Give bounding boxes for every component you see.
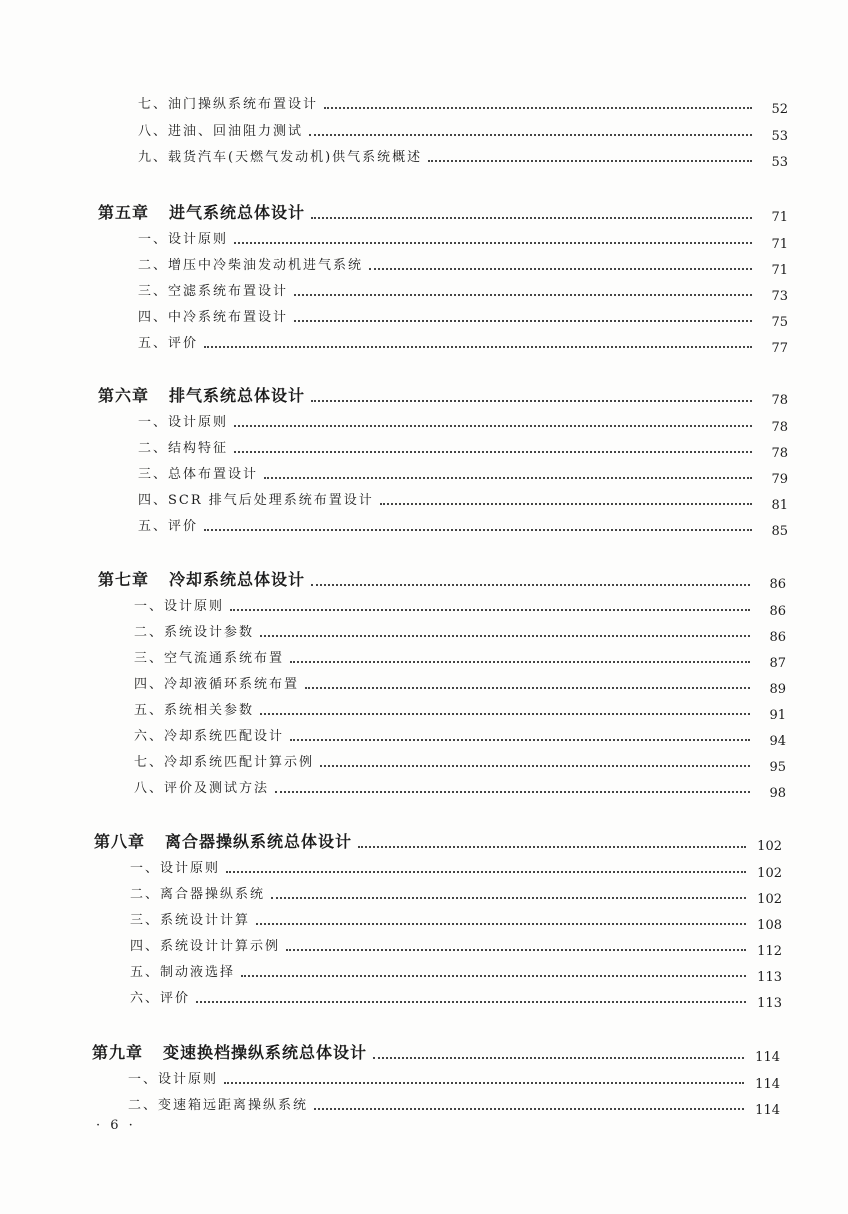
section-title: 四、冷却液循环系统布置: [134, 677, 300, 692]
chapter-heading: [98, 203, 311, 223]
section-title: 二、增压中冷柴油发动机进气系统: [138, 258, 364, 273]
section-title: 三、空滤系统布置设计: [138, 284, 289, 299]
toc-section-entry: [134, 677, 786, 697]
section-title: 一、设计原则: [134, 599, 225, 614]
chapter-title: 冷却系统总体设计: [169, 570, 306, 589]
page-number: 102: [757, 839, 782, 854]
section-title: 八、进油、回油阻力测试: [138, 124, 304, 139]
section-title: 四、SCR 排气后处理系统布置设计: [138, 493, 374, 508]
dot-leader: [320, 765, 750, 767]
dot-leader: [311, 584, 750, 586]
dot-leader: [256, 923, 746, 925]
toc-section-entry: [130, 965, 782, 985]
page-number: 94: [769, 734, 786, 749]
dot-leader: [358, 846, 746, 848]
toc-section-entry: [134, 703, 786, 723]
toc-section-entry: [130, 913, 782, 933]
chapter-title: 进气系统总体设计: [169, 203, 306, 222]
page-number: 52: [771, 102, 788, 117]
section-title: 四、中冷系统布置设计: [138, 310, 289, 325]
dot-leader: [294, 294, 752, 296]
section-title: 一、设计原则: [130, 861, 221, 876]
dot-leader: [260, 635, 750, 637]
dot-leader: [234, 425, 752, 427]
toc-section-entry: [138, 232, 788, 252]
page-number: 73: [771, 289, 788, 304]
dot-leader: [305, 687, 750, 689]
section-title: 二、离合器操纵系统: [130, 887, 266, 902]
section-title: 三、总体布置设计: [138, 467, 259, 482]
section-title: 一、设计原则: [128, 1072, 219, 1087]
toc-section-entry: [138, 336, 788, 356]
toc-section-entry: [130, 861, 782, 881]
page-number: 85: [771, 524, 788, 539]
section-title: 二、变速箱远距离操纵系统: [128, 1098, 309, 1113]
page-number: 86: [769, 630, 786, 645]
page-number: 78: [771, 446, 788, 461]
toc-section-entry: [138, 415, 788, 435]
toc-section-entry: [134, 599, 786, 619]
toc-section-entry: [130, 887, 782, 907]
dot-leader: [234, 451, 752, 453]
dot-leader: [196, 1001, 746, 1003]
chapter-title: 变速换档操纵系统总体设计: [163, 1043, 368, 1062]
page-number: 79: [771, 472, 788, 487]
page-number: 95: [769, 760, 786, 775]
toc-section-entry: [138, 467, 788, 487]
page-number: 78: [771, 393, 788, 408]
toc-section-entry: [138, 493, 788, 513]
page-number: 78: [771, 420, 788, 435]
section-title: 一、设计原则: [138, 232, 229, 247]
section-title: 六、冷却系统匹配设计: [134, 729, 285, 744]
toc-section-entry: [134, 729, 786, 749]
section-title: 九、载货汽车(天燃气发动机)供气系统概述: [138, 150, 423, 165]
dot-leader: [204, 346, 752, 348]
toc-chapter-entry: [92, 1043, 780, 1063]
chapter-number: 第七章: [98, 570, 150, 589]
toc-section-entry: [138, 310, 788, 330]
chapter-heading: [98, 570, 311, 590]
page-number: 89: [769, 682, 786, 697]
toc-section-entry: [134, 781, 786, 801]
toc-section-entry: [138, 258, 788, 278]
toc-chapter-entry: [98, 203, 788, 223]
toc-section-entry: [138, 284, 788, 304]
section-title: 七、油门操纵系统布置设计: [138, 97, 319, 112]
dot-leader: [309, 134, 752, 136]
section-title: 八、评价及测试方法: [134, 781, 270, 796]
page-number: 113: [757, 970, 782, 985]
dot-leader: [230, 609, 750, 611]
page-number: 114: [755, 1103, 780, 1118]
page-number: 53: [771, 129, 788, 144]
chapter-heading: [98, 386, 311, 406]
dot-leader: [275, 791, 750, 793]
section-title: 三、系统设计计算: [130, 913, 251, 928]
page-number: 102: [757, 866, 782, 881]
dot-leader: [369, 268, 752, 270]
page-number: 112: [757, 944, 782, 959]
dot-leader: [311, 217, 752, 219]
dot-leader: [271, 897, 746, 899]
page-number: 91: [769, 708, 786, 723]
page-number: 71: [771, 210, 788, 225]
dot-leader: [290, 661, 750, 663]
section-title: 五、评价: [138, 519, 199, 534]
section-title: 六、评价: [130, 991, 191, 1006]
chapter-heading: [92, 1043, 373, 1063]
dot-leader: [286, 949, 746, 951]
page-number: 87: [769, 656, 786, 671]
toc-section-entry: [138, 97, 788, 117]
dot-leader: [264, 477, 752, 479]
toc-section-entry: [130, 991, 782, 1011]
page-number: 98: [769, 786, 786, 801]
chapter-number: 第八章: [94, 832, 146, 851]
section-title: 五、系统相关参数: [134, 703, 255, 718]
toc-chapter-entry: [98, 386, 788, 406]
toc-section-entry: [128, 1072, 780, 1092]
page-number: 86: [769, 604, 786, 619]
dot-leader: [226, 871, 746, 873]
page-number: 114: [755, 1050, 780, 1065]
dot-leader: [234, 242, 752, 244]
page-number: 114: [755, 1077, 780, 1092]
section-title: 二、系统设计参数: [134, 625, 255, 640]
page-number: 102: [757, 892, 782, 907]
dot-leader: [428, 160, 752, 162]
dot-leader: [324, 107, 752, 109]
dot-leader: [204, 529, 752, 531]
chapter-number: 第六章: [98, 386, 150, 405]
dot-leader: [290, 739, 750, 741]
dot-leader: [311, 400, 752, 402]
dot-leader: [380, 503, 752, 505]
toc-section-entry: [138, 150, 788, 170]
toc-chapter-entry: [98, 570, 786, 590]
page-number: 108: [757, 918, 782, 933]
section-title: 五、制动液选择: [130, 965, 236, 980]
chapter-title: 排气系统总体设计: [169, 386, 306, 405]
chapter-heading: [94, 832, 358, 852]
dot-leader: [260, 713, 750, 715]
dot-leader: [241, 975, 746, 977]
page-number: 71: [771, 237, 788, 252]
dot-leader: [314, 1108, 744, 1110]
section-title: 一、设计原则: [138, 415, 229, 430]
toc-chapter-entry: [94, 832, 782, 852]
page-number-footer: · 6 ·: [96, 1118, 136, 1133]
section-title: 四、系统设计计算示例: [130, 939, 281, 954]
section-title: 五、评价: [138, 336, 199, 351]
chapter-title: 离合器操纵系统总体设计: [165, 832, 353, 851]
toc-section-entry: [128, 1098, 780, 1118]
page-number: 75: [771, 315, 788, 330]
page-number: 86: [769, 577, 786, 592]
page-number: 77: [771, 341, 788, 356]
toc-section-entry: [130, 939, 782, 959]
section-title: 二、结构特征: [138, 441, 229, 456]
dot-leader: [373, 1057, 744, 1059]
toc-section-entry: [138, 519, 788, 539]
toc-section-entry: [134, 755, 786, 775]
chapter-number: 第九章: [92, 1043, 144, 1062]
page-number: 71: [771, 263, 788, 278]
page-number: 81: [771, 498, 788, 513]
toc-section-entry: [134, 625, 786, 645]
page-number: 53: [771, 155, 788, 170]
toc-section-entry: [138, 441, 788, 461]
toc-section-entry: [134, 651, 786, 671]
toc-section-entry: [138, 124, 788, 144]
section-title: 三、空气流通系统布置: [134, 651, 285, 666]
dot-leader: [294, 320, 752, 322]
dot-leader: [224, 1082, 744, 1084]
page-number: 113: [757, 996, 782, 1011]
section-title: 七、冷却系统匹配计算示例: [134, 755, 315, 770]
chapter-number: 第五章: [98, 203, 150, 222]
